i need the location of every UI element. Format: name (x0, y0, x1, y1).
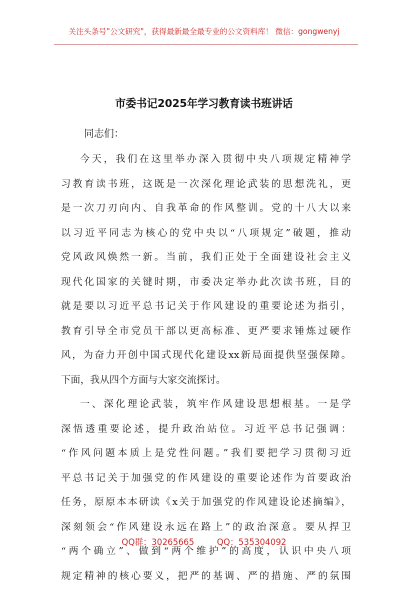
body-line: “作风问题本质上是党性问题。”我们要把学习贯彻习近 (61, 442, 351, 467)
document-body (61, 148, 351, 589)
body-line: 一、深化理论武装，筑牢作风建设思想根基。一是学 (61, 393, 351, 418)
body-line: 是一次刀刃向内、自我革命的作风整训。党的十八大以来 (61, 197, 351, 222)
body-line: 以习近平同志为核心的党中央以“八项规定”破题，推动 (61, 222, 351, 247)
body-line: 风，为奋力开创中国式现代化建设xx新局面提供坚强保障。 (61, 344, 351, 369)
body-line: 习教育读书班，这既是一次深化理论武装的思想洗礼，更 (61, 173, 351, 198)
footer-qq-group: QQ群：30265665 (122, 537, 195, 547)
body-line: 今天，我们在这里举办深入贯彻中央八项规定精神学 (61, 148, 351, 173)
body-line: 就是要以习近平总书记关于作风建设的重要论述为指引， (61, 295, 351, 320)
body-line: 教育引导全市党员干部以更高标准、更严要求锤炼过硬作 (61, 320, 351, 345)
document-title: 市委书记2025年学习教育读书班讲话 (0, 96, 408, 111)
header-divider (54, 44, 358, 45)
body-line: 深刻领会“作风建设永远在路上”的政治深意。要从捍卫 (61, 516, 351, 541)
body-line: 党风政风焕然一新。当前，我们正处于全面建设社会主义 (61, 246, 351, 271)
body-line: 平总书记关于加强党的作风建设的重要论述作为首要政治 (61, 467, 351, 492)
body-line: 规定精神的核心要义，把严的基调、严的措施、严的氛围 (61, 565, 351, 589)
body-line: 现代化国家的关键时期，市委决定举办此次读书班，目的 (61, 271, 351, 296)
salutation: 同志们： (84, 125, 124, 140)
body-line: 下面，我从四个方面与大家交流探讨。 (61, 369, 351, 394)
footer-qq: QQ：535304092 (217, 537, 287, 547)
body-line: “两个确立”、做到“两个维护”的高度，认识中央八项 (61, 540, 351, 565)
body-line: 深悟透重要论述，提升政治站位。习近平总书记强调： (61, 418, 351, 443)
footer-contact (0, 536, 408, 548)
header-banner: 关注头条号"公文研究"，获得最新最全最专业的公文资料库！ 微信：gongwenyj (0, 26, 408, 37)
body-line: 任务，原原本本研读《x关于加强党的作风建设论述摘编》， (61, 491, 351, 516)
